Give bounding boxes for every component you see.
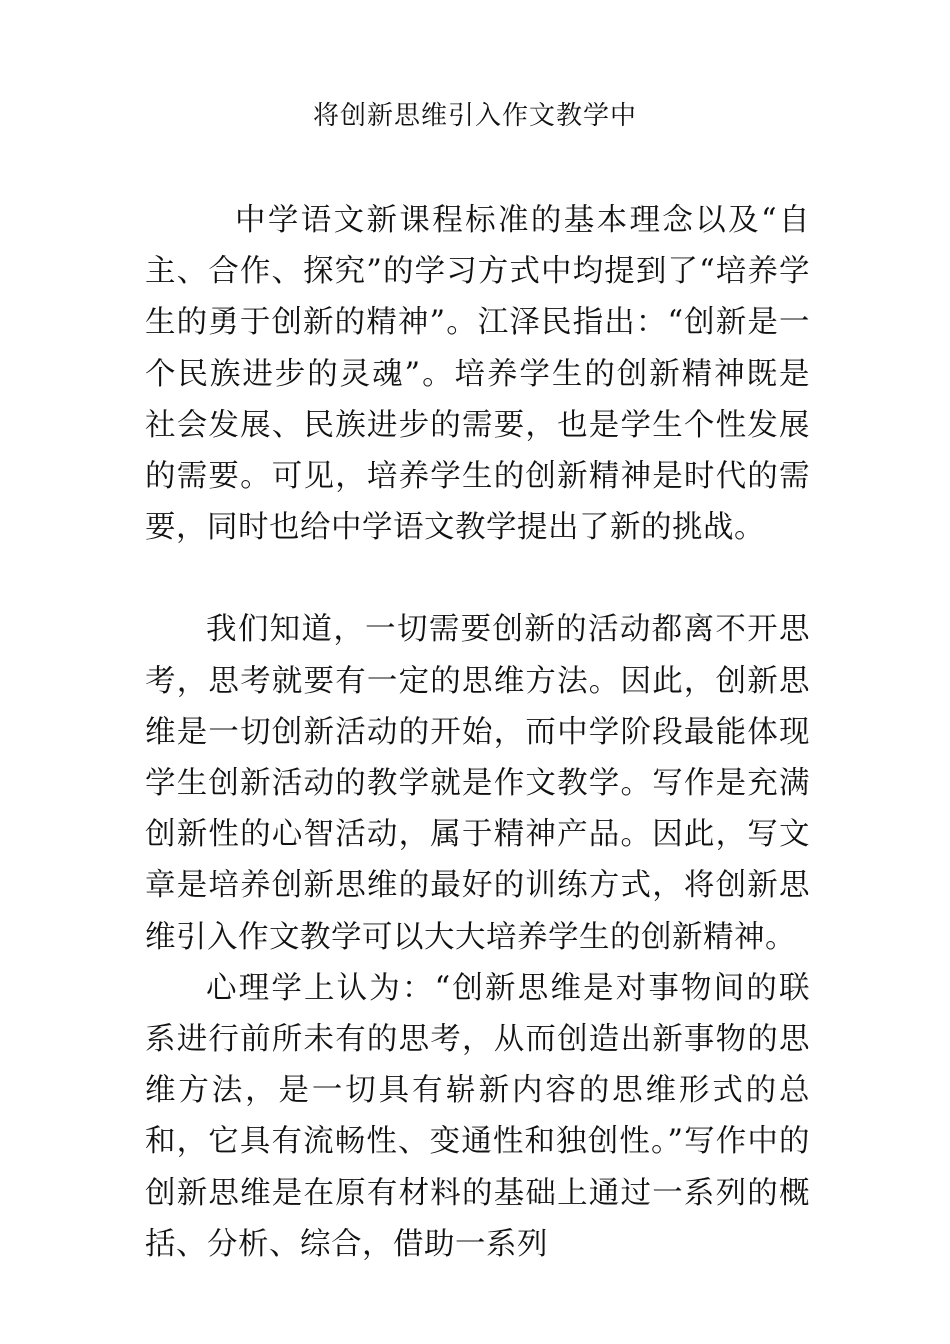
document-title: 将创新思维引入作文教学中 [312, 101, 637, 131]
paragraph-3: 心理学上认为：“创新思维是对事物间的联系进行前所未有的思考，从而创造出新事物的思维方法，是一切具有崭新内容的思维形式的总和，它具有流畅性、变通性和独创性。”写作中的创新思维是在原有材料的基础上通过一系列的概括、分析、综合，借助一系列 [145, 970, 810, 1262]
paragraph-1: 中学语文新课程标准的基本理念以及“自主、合作、探究”的学习方式中均提到了“培养学生的勇于创新的精神”。江泽民指出：“创新是一个民族进步的灵魂”。培养学生的创新精神既是社会发展、民族进步的需要，也是学生个性发展的需要。可见，培养学生的创新精神是时代的需要，同时也给中学语文教学提出了新的挑战。 [145, 203, 810, 546]
paragraph-gap [145, 553, 810, 604]
paragraph-2: 我们知道，一切需要创新的活动都离不开思考，思考就要有一定的思维方法。因此，创新思维是一切创新活动的开始，而中学阶段最能体现学生创新活动的教学就是作文教学。写作是充满创新性的心智活动，属于精神产品。因此，写文章是培养创新思维的最好的训练方式，将创新思维引入作文教学可以大大培养学生的创新精神。 [145, 612, 810, 955]
document-body [145, 195, 810, 1270]
